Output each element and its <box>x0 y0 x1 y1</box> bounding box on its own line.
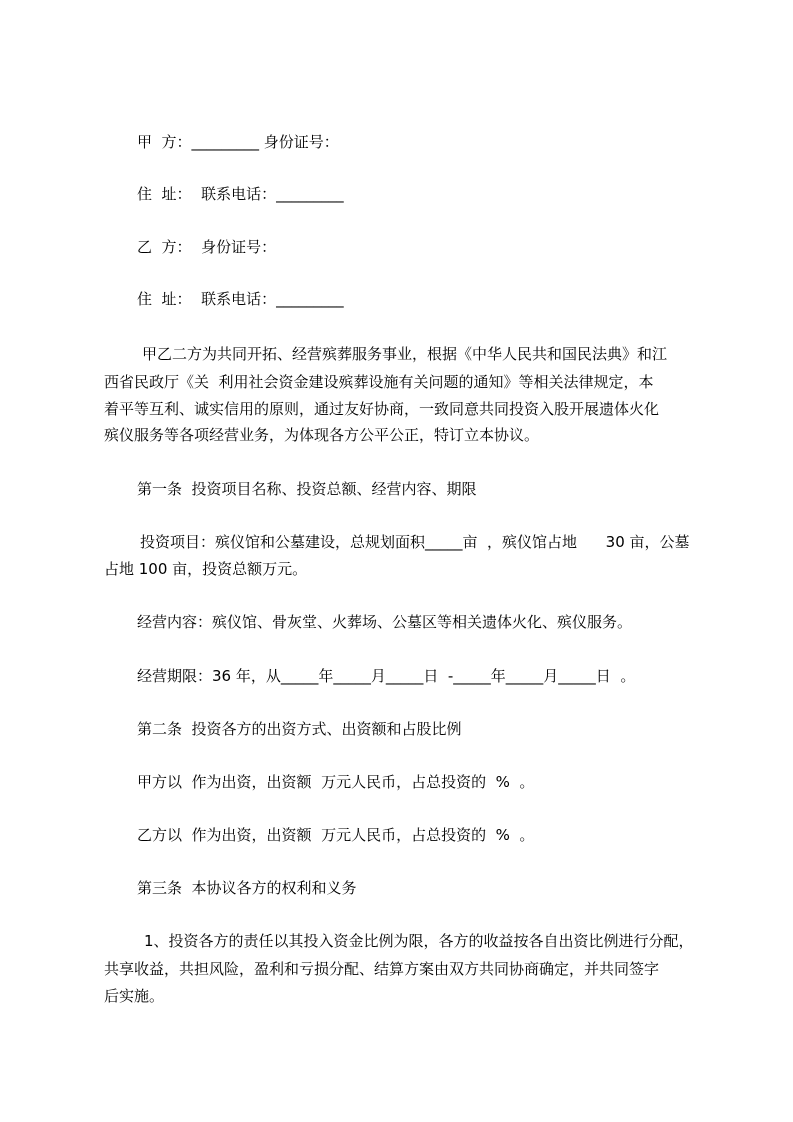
project-line-1: 投资项目：殡仪馆和公墓建设，总规划面积_____亩 ，殡仪馆占地 30 亩，公墓 <box>140 533 690 551</box>
intro-line-4: 殡仪服务等各项经营业务，为体现各方公平公正，特订立本协议。 <box>104 426 540 444</box>
clause-1-line-1: 1、投资各方的责任以其投入资金比例为限，各方的收益按各自出资比例进行分配， <box>144 932 694 950</box>
contrib-b-line: 乙方以 作为出资，出资额 万元人民币，占总投资的 % 。 <box>137 826 535 844</box>
party-a-address-line: 住 址： 联系电话：_________ <box>137 185 344 203</box>
clause-1-line-2: 共享收益，共担风险，盈利和亏损分配、结算方案由双方共同协商确定，并共同签字 <box>104 960 660 978</box>
intro-line-2: 西省民政厅《关 利用社会资金建设殡葬设施有关问题的通知》等相关法律规定，本 <box>104 373 654 391</box>
party-b-line: 乙 方： 身份证号： <box>137 238 277 256</box>
party-a-line: 甲 方：_________ 身份证号： <box>137 133 339 151</box>
term-line: 经营期限：36 年，从_____年_____月_____日 -_____年_____月_____日 。 <box>137 667 636 685</box>
scope-line: 经营内容：殡仪馆、骨灰堂、火葬场、公墓区等相关遗体火化、殡仪服务。 <box>137 613 633 631</box>
article-2-title: 第二条 投资各方的出资方式、出资额和占股比例 <box>137 720 462 738</box>
project-line-2: 占地 100 亩，投资总额万元。 <box>104 560 308 578</box>
article-3-title: 第三条 本协议各方的权利和义务 <box>137 879 357 897</box>
intro-line-1: 甲乙二方为共同开拓、经营殡葬服务事业，根据《中华人民共和国民法典》和江 <box>142 345 668 363</box>
intro-line-3: 着平等互利、诚实信用的原则，通过友好协商，一致同意共同投资入股开展遗体火化 <box>104 400 660 418</box>
article-1-title: 第一条 投资项目名称、投资总额、经营内容、期限 <box>137 480 477 498</box>
party-b-address-line: 住 址： 联系电话：_________ <box>137 290 344 308</box>
contrib-a-line: 甲方以 作为出资，出资额 万元人民币，占总投资的 % 。 <box>137 773 535 791</box>
clause-1-line-3: 后实施。 <box>104 987 165 1005</box>
